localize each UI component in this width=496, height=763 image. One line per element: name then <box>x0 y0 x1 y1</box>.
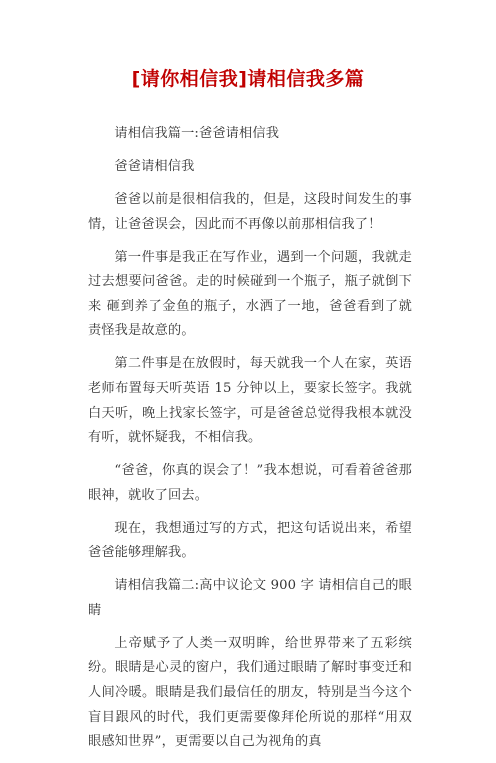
document-body <box>88 122 412 763</box>
body-paragraph: 第二件事是在放假时，每天就我一个人在家，英语老师布置每天听英语 15 分钟以上，要家长签字。我就白天听，晚上找家长签字，可是爸爸总觉得我根本就没有听，就怀疑我，不相信我。 <box>88 356 412 446</box>
essay-title-1: 爸爸请相信我 <box>114 158 195 174</box>
section-heading-2: 请相信我篇二:高中议论文 900 字 请相信自己的眼睛 <box>88 578 412 618</box>
document-title: [请你相信我]请相信我多篇 <box>131 68 365 90</box>
body-paragraph: 现在，我想通过写的方式，把这句话说出来，希望爸爸能够理解我。 <box>88 520 412 561</box>
body-paragraph: “爸爸，你真的误会了！”我本想说，可看着爸爸那眼神，就收了回去。 <box>88 463 412 503</box>
section-heading-1: 请相信我篇一:爸爸请相信我 <box>114 126 280 141</box>
body-paragraph: 第一件事是我正在写作业，遇到一个问题，我就走过去想要问爸爸。走的时候碰到一个瓶子，瓶子就倒下来 砸到养了金鱼的瓶子，水洒了一地，爸爸看到了就责怪我是故意的。 <box>88 249 412 339</box>
body-paragraph: 爸爸以前是很相信我的，但是，这段时间发生的事情，让爸爸误会，因此而不再像以前那相信我了！ <box>88 191 412 232</box>
body-paragraph: 上帝赋予了人类一双明眸，给世界带来了五彩缤纷。眼睛是心灵的窗户，我们通过眼睛了解时事变迁和人间冷暖。眼睛是我们最信任的朋友，特别是当今这个盲目跟风的时代，我们更需要像拜伦所说的那样“用双眼感知世界”，更需要以自己为视角的真 <box>88 635 412 750</box>
